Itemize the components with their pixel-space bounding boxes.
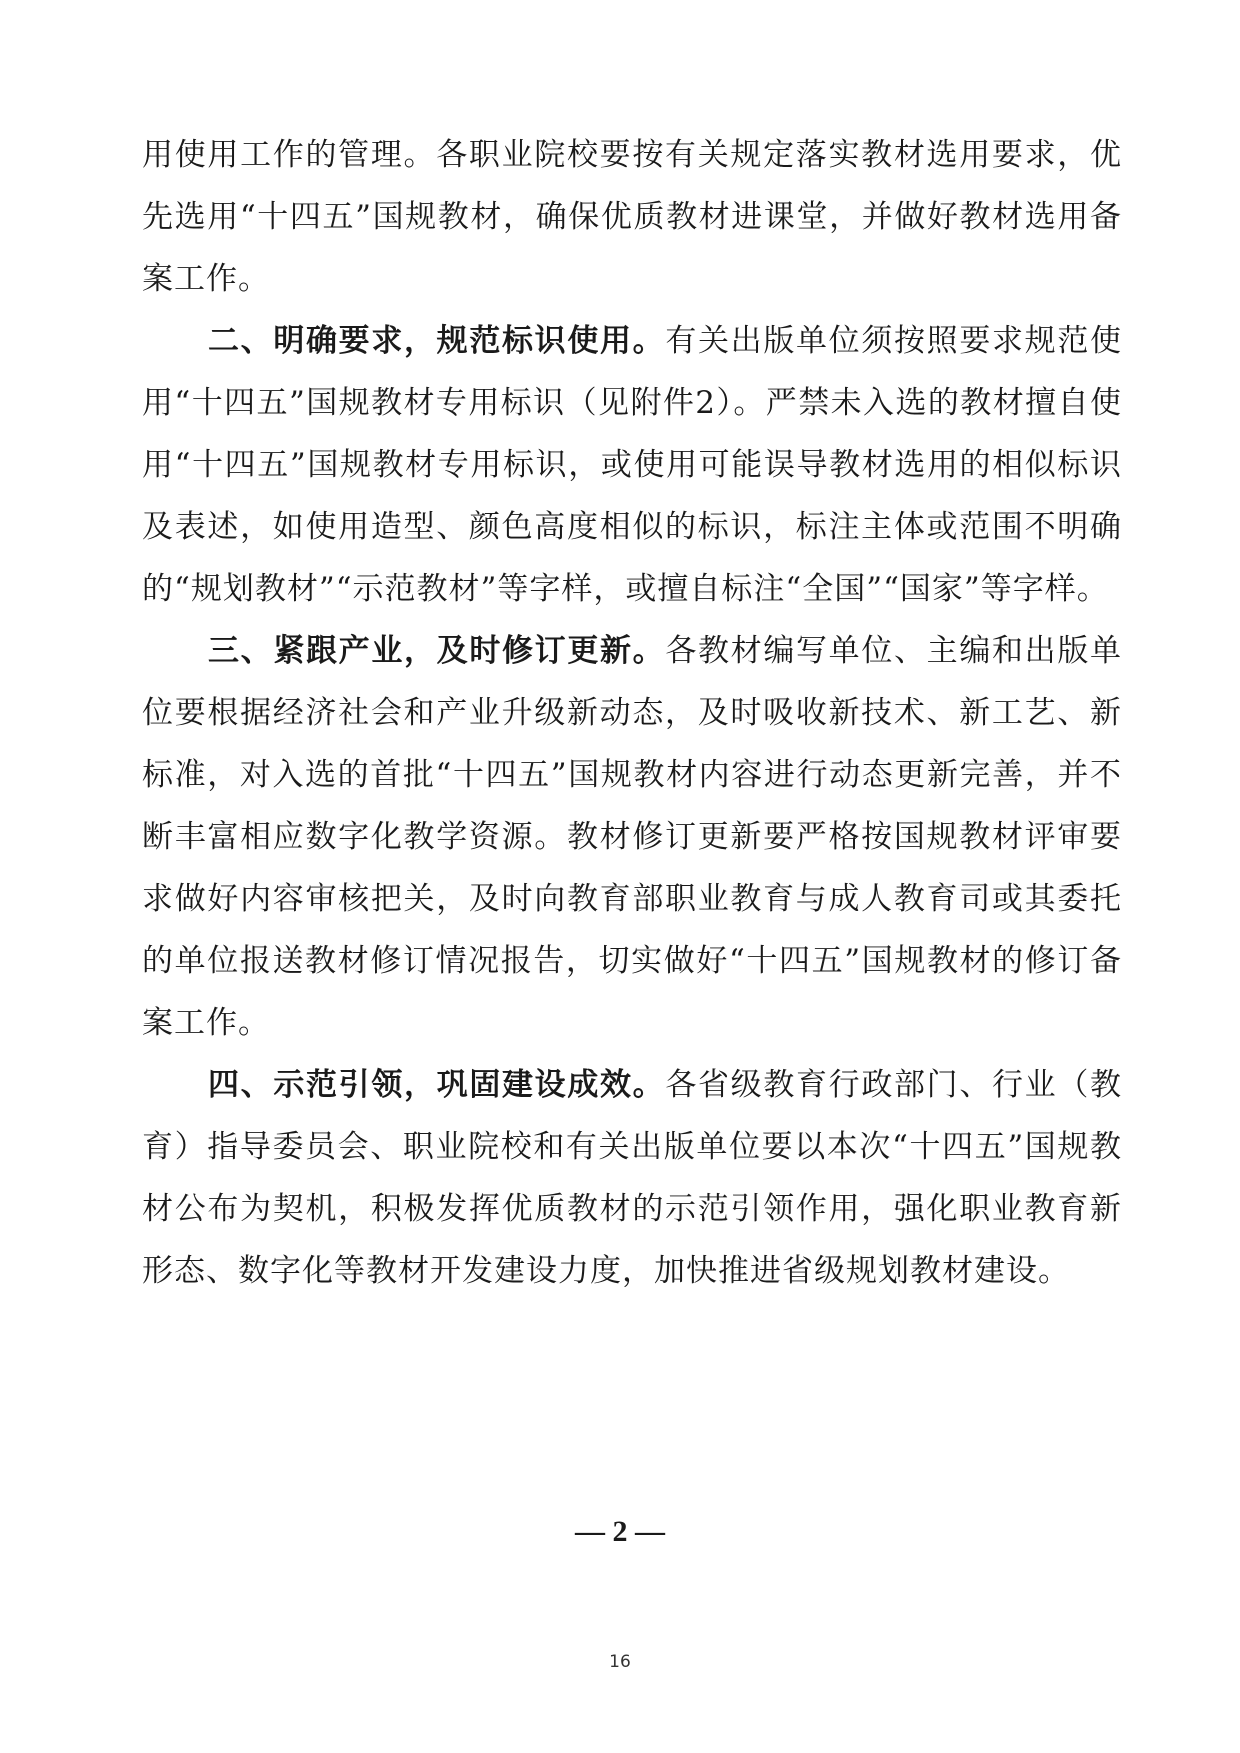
paragraph-text: 各省级教育行政部门、行业（教育）指导委员会、职业院校和有关出版单位要以本次“十四五”国规教材公布为契机，积极发挥优质教材的示范引领作用，强化职业教育新形态、数字化等教材开发建设力度，加快推进省级规划教材建设。 xyxy=(142,1067,1123,1289)
section-heading: 三、紧跟产业，及时修订更新。 xyxy=(208,633,666,669)
page-number: — 2 — xyxy=(575,1515,665,1548)
paragraph-text: 各教材编写单位、主编和出版单位要根据经济社会和产业升级新动态，及时吸收新技术、新工艺、新标准，对入选的首批“十四五”国规教材内容进行动态更新完善，并不断丰富相应数字化教学资源。教材修订更新要严格按国规教材评审要求做好内容审核把关，及时向教育部职业教育与成人教育司或其委托的单位报送教材修订情况报告，切实做好“十四五”国规教材的修订备案工作。 xyxy=(142,633,1123,1041)
paragraph-section-4 xyxy=(142,1054,1122,1302)
section-heading: 二、明确要求，规范标识使用。 xyxy=(208,323,666,359)
paragraph-section-3 xyxy=(142,620,1122,1054)
sheet-number: 16 xyxy=(609,1652,631,1672)
paragraph-text: 用使用工作的管理。各职业院校要按有关规定落实教材选用要求，优先选用“十四五”国规教材，确保优质教材进课堂，并做好教材选用备案工作。 xyxy=(142,137,1122,297)
section-heading: 四、示范引领，巩固建设成效。 xyxy=(208,1067,666,1103)
body-text xyxy=(142,124,1122,1302)
paragraph-continuation xyxy=(142,124,1122,310)
paragraph-section-2 xyxy=(142,310,1122,620)
paragraph-text: 有关出版单位须按照要求规范使用“十四五”国规教材专用标识（见附件2）。严禁未入选的教材擅自使用“十四五”国规教材专用标识，或使用可能误导教材选用的相似标识及表述，如使用造型、颜色高度相似的标识，标注主体或范围不明确的“规划教材”“示范教材”等字样，或擅自标注“全国”“国家”等字样。 xyxy=(142,323,1123,607)
